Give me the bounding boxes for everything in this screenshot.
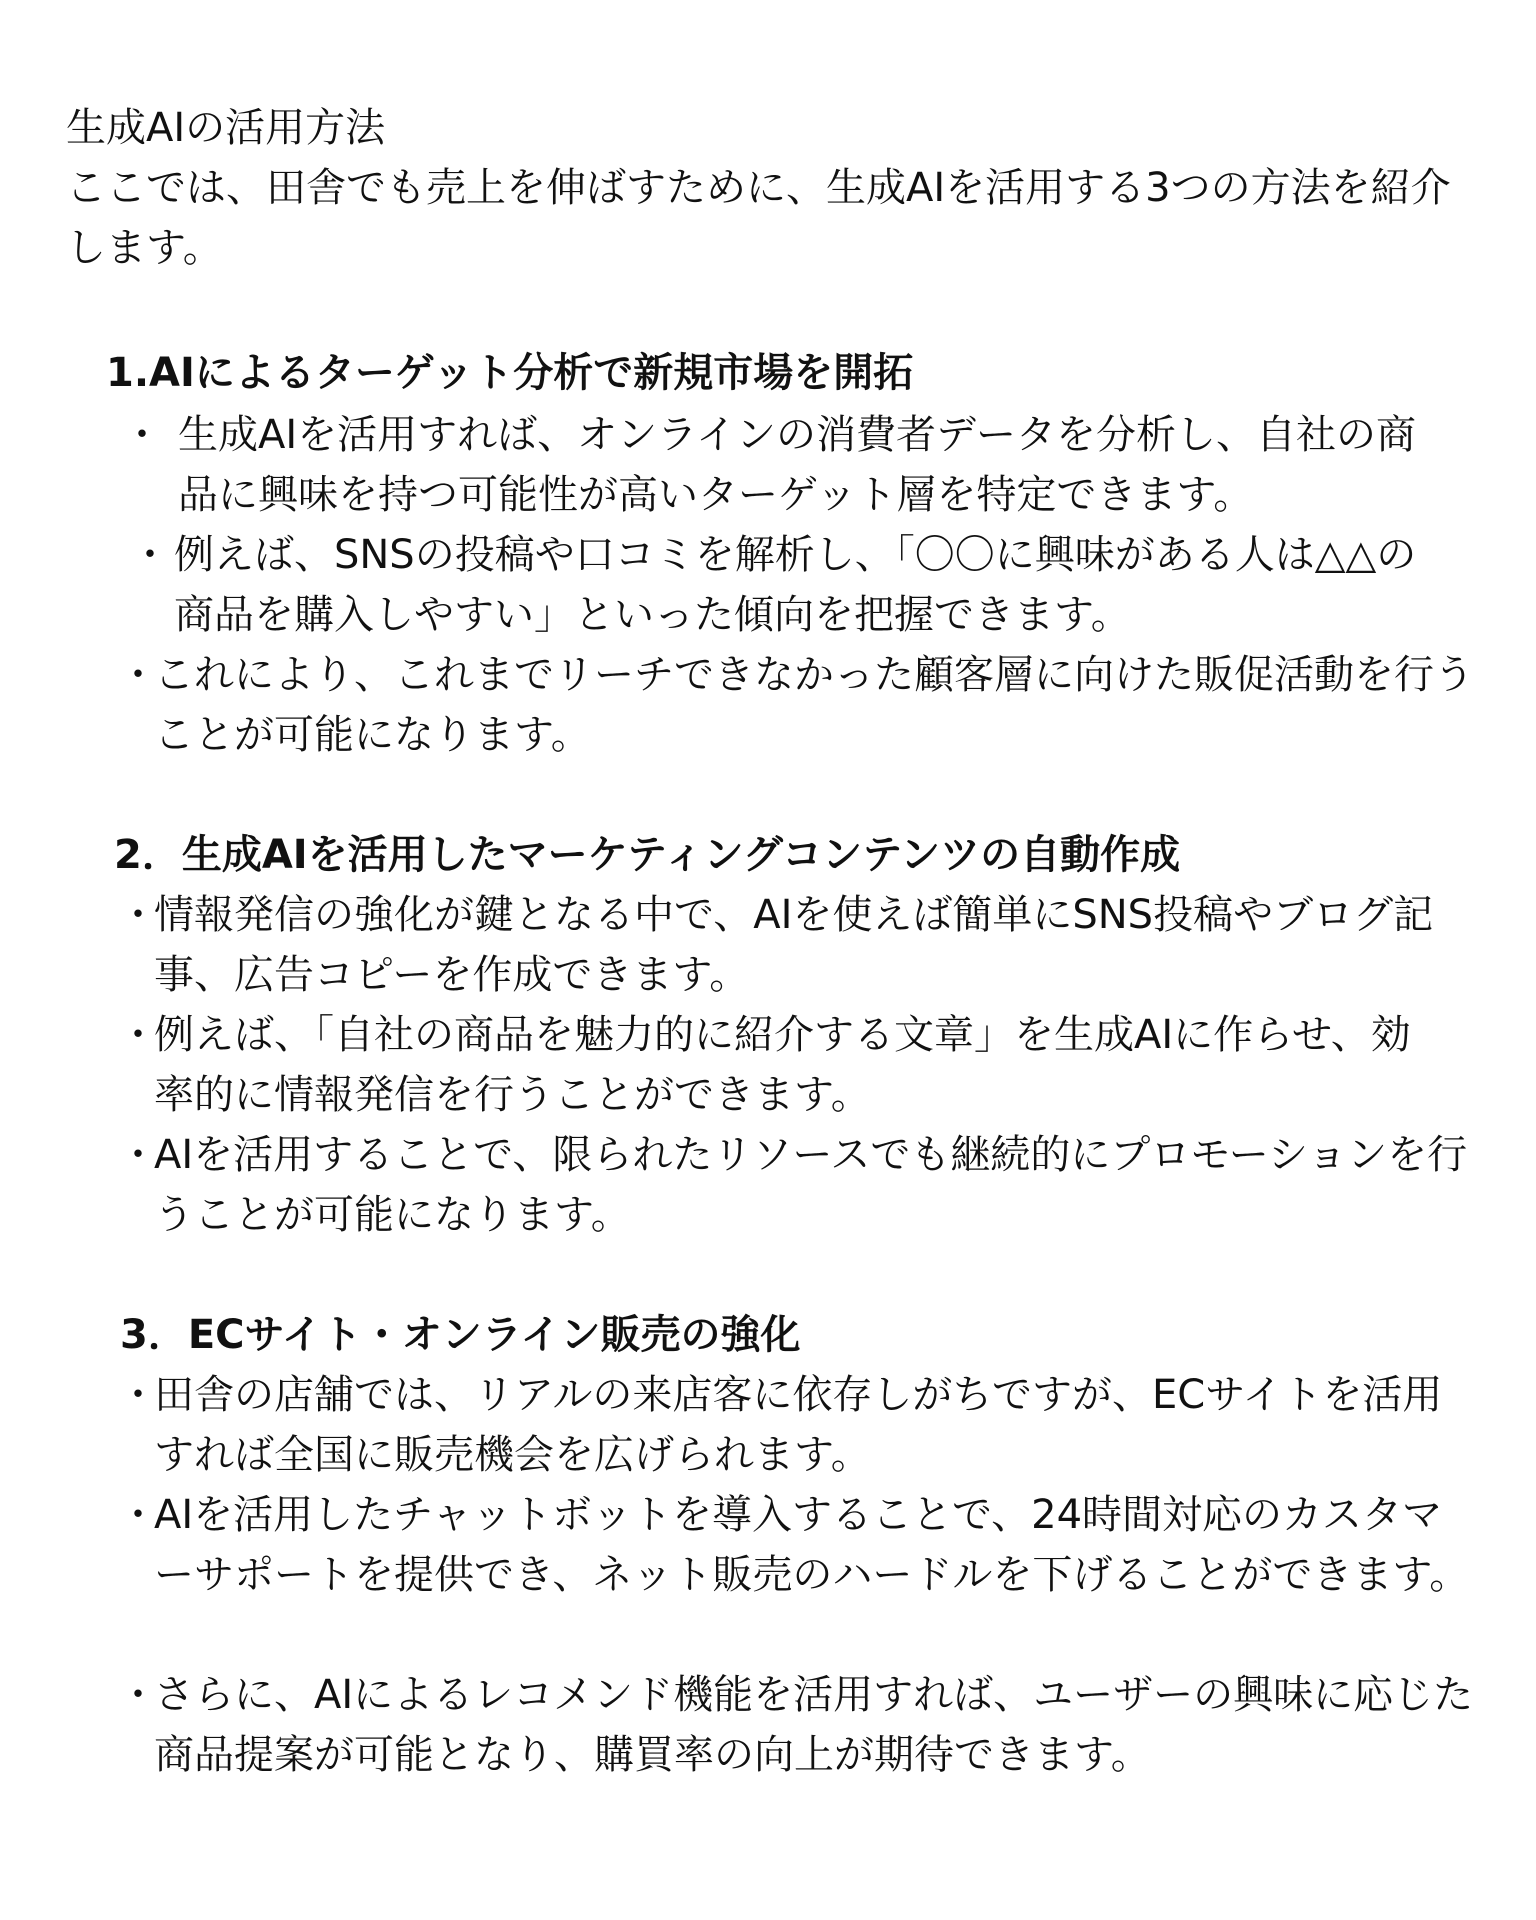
bullet-text: 生成AIを活用すれば、オンラインの消費者データを分析し、自社の商品に興味を持つ可能性が高いターゲット層を特定できます。 (178, 412, 1416, 518)
bullet-dot: ・ (118, 1672, 158, 1718)
bullet-text: 例えば、「自社の商品を魅力的に紹介する文章」を生成AIに作らせ、効率的に情報発信を行うことができます。 (154, 1012, 1411, 1118)
bullet-text: 例えば、SNSの投稿や口コミを解析し、「〇〇に興味がある人は△△の商品を購入しやすい」といった傾向を把握できます。 (174, 532, 1417, 638)
bullet-dot: ・ (122, 412, 162, 458)
section-2-heading: 2．生成AIを活用したマーケティングコンテンツの自動作成 (114, 832, 1181, 878)
bullet-text: さらに、AIによるレコメンド機能を活用すれば、ユーザーの興味に応じた商品提案が可能となり、購買率の向上が期待できます。 (154, 1672, 1474, 1778)
bullet-text: AIを活用することで、限られたリソースでも継続的にプロモーションを行うことが可能になります。 (154, 1132, 1468, 1238)
bullet-text: 田舎の店舗では、リアルの来店客に依存しがちですが、ECサイトを活用すれば全国に販売機会を広げられます。 (154, 1372, 1443, 1478)
bullet-text: これにより、これまでリーチできなかった顧客層に向けた販促活動を行うことが可能になります。 (154, 652, 1474, 758)
intro-block (66, 98, 1486, 278)
bullet-dot: ・ (118, 1012, 158, 1058)
bullet-dot: ・ (118, 1492, 158, 1538)
bullet-dot: ・ (118, 652, 158, 698)
intro-paragraph: ここでは、田舎でも売上を伸ばすために、生成AIを活用する3つの方法を紹介します。 (66, 165, 1451, 271)
bullet-text: 情報発信の強化が鍵となる中で、AIを使えば簡単にSNS投稿やブログ記事、広告コピーを作成できます。 (154, 892, 1434, 998)
section-1-heading: 1.AIによるターゲット分析で新規市場を開拓 (106, 350, 914, 396)
bullet-dot: ・ (118, 1132, 158, 1178)
bullet-dot: ・ (118, 1372, 158, 1418)
bullet-text: AIを活用したチャットボットを導入することで、24時間対応のカスタマーサポートを提供でき、ネット販売のハードルを下げることができます。 (154, 1492, 1470, 1598)
bullet-dot: ・ (118, 892, 158, 938)
section-3-heading: 3．ECサイト・オンライン販売の強化 (120, 1312, 801, 1358)
bullet-dot: ・ (130, 532, 170, 578)
page-title: 生成AIの活用方法 (66, 105, 386, 151)
